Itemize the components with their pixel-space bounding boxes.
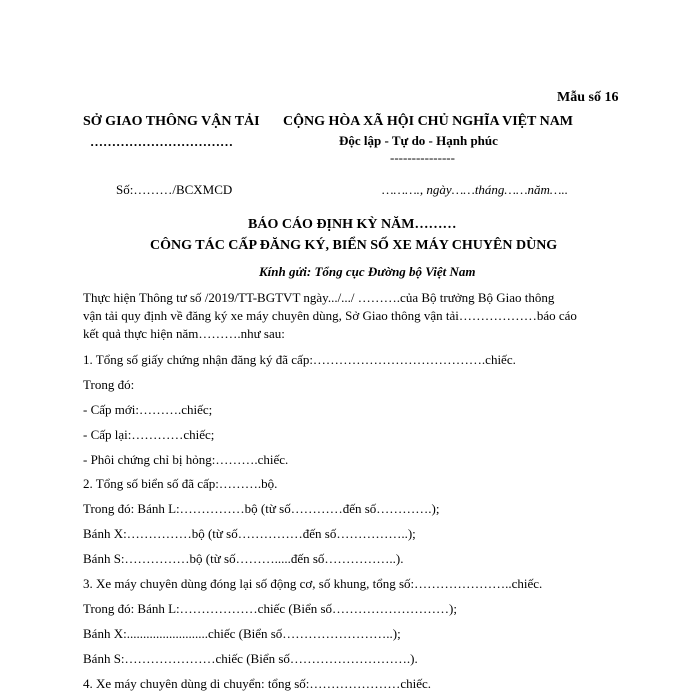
- nation-title: CỘNG HÒA XÃ HỘI CHỦ NGHĨA VIỆT NAM: [283, 114, 574, 129]
- report-line-13: Bánh S:…………………chiếc (Biển số……………………….).: [83, 651, 418, 666]
- intro-line-2: vận tải quy định về đăng ký xe máy chuyên dùng, Sở Giao thông vận tải………………báo cáo: [83, 308, 577, 323]
- report-title-line2: CÔNG TÁC CẤP ĐĂNG KÝ, BIỂN SỐ XE MÁY CHUYÊN DÙNG: [150, 238, 558, 253]
- recipient-line: Kính gửi: Tổng cục Đường bộ Việt Nam: [259, 264, 476, 279]
- report-line-2: Trong đó:: [83, 377, 135, 392]
- report-line-5: - Phôi chứng chỉ bị hỏng:……….chiếc.: [83, 452, 289, 467]
- report-line-7: Trong đó: Bánh L:……………bộ (từ số…………đến số………….);: [83, 501, 440, 516]
- report-line-14: 4. Xe máy chuyên dùng di chuyển: tổng số:…………………chiếc.: [83, 676, 432, 691]
- report-line-10: 3. Xe máy chuyên dùng đóng lại số động cơ, số khung, tổng số:…………………..chiếc.: [83, 576, 543, 591]
- report-line-8: Bánh X:……………bộ (từ số……………đến số……………..);: [83, 526, 416, 541]
- intro-line-1: Thực hiện Thông tư số /2019/TT-BGTVT ngày.../.../ ……….của Bộ trưởng Bộ Giao thông: [83, 290, 555, 305]
- report-line-12: Bánh X:.........................chiếc (Biển số……………………..);: [83, 626, 401, 641]
- report-line-9: Bánh S:……………bộ (từ số……….....đến số……………..).: [83, 551, 404, 566]
- intro-line-3: kết quả thực hiện năm……….như sau:: [83, 326, 285, 341]
- agency-name: SỞ GIAO THÔNG VẬN TẢI: [83, 114, 260, 129]
- date-line: ………., ngày……tháng……năm…..: [382, 182, 568, 197]
- report-line-3: - Cấp mới:……….chiếc;: [83, 402, 213, 417]
- report-line-4: - Cấp lại:…………chiếc;: [83, 427, 215, 442]
- report-line-11: Trong đó: Bánh L:………………chiếc (Biển số………………………);: [83, 601, 457, 616]
- nation-motto: Độc lập - Tự do - Hạnh phúc: [339, 133, 498, 148]
- report-line-1: 1. Tổng số giấy chứng nhận đăng ký đã cấp:………………………………….chiếc.: [83, 352, 516, 367]
- form-number: Mẫu số 16: [557, 90, 619, 105]
- reference-number: Số:………/BCXMCD: [116, 182, 233, 197]
- report-title-line1: BÁO CÁO ĐỊNH KỲ NĂM………: [248, 217, 457, 232]
- report-line-6: 2. Tổng số biển số đã cấp:……….bộ.: [83, 476, 278, 491]
- agency-dots: ……………………………: [90, 134, 233, 149]
- motto-rule: ---------------: [390, 150, 455, 165]
